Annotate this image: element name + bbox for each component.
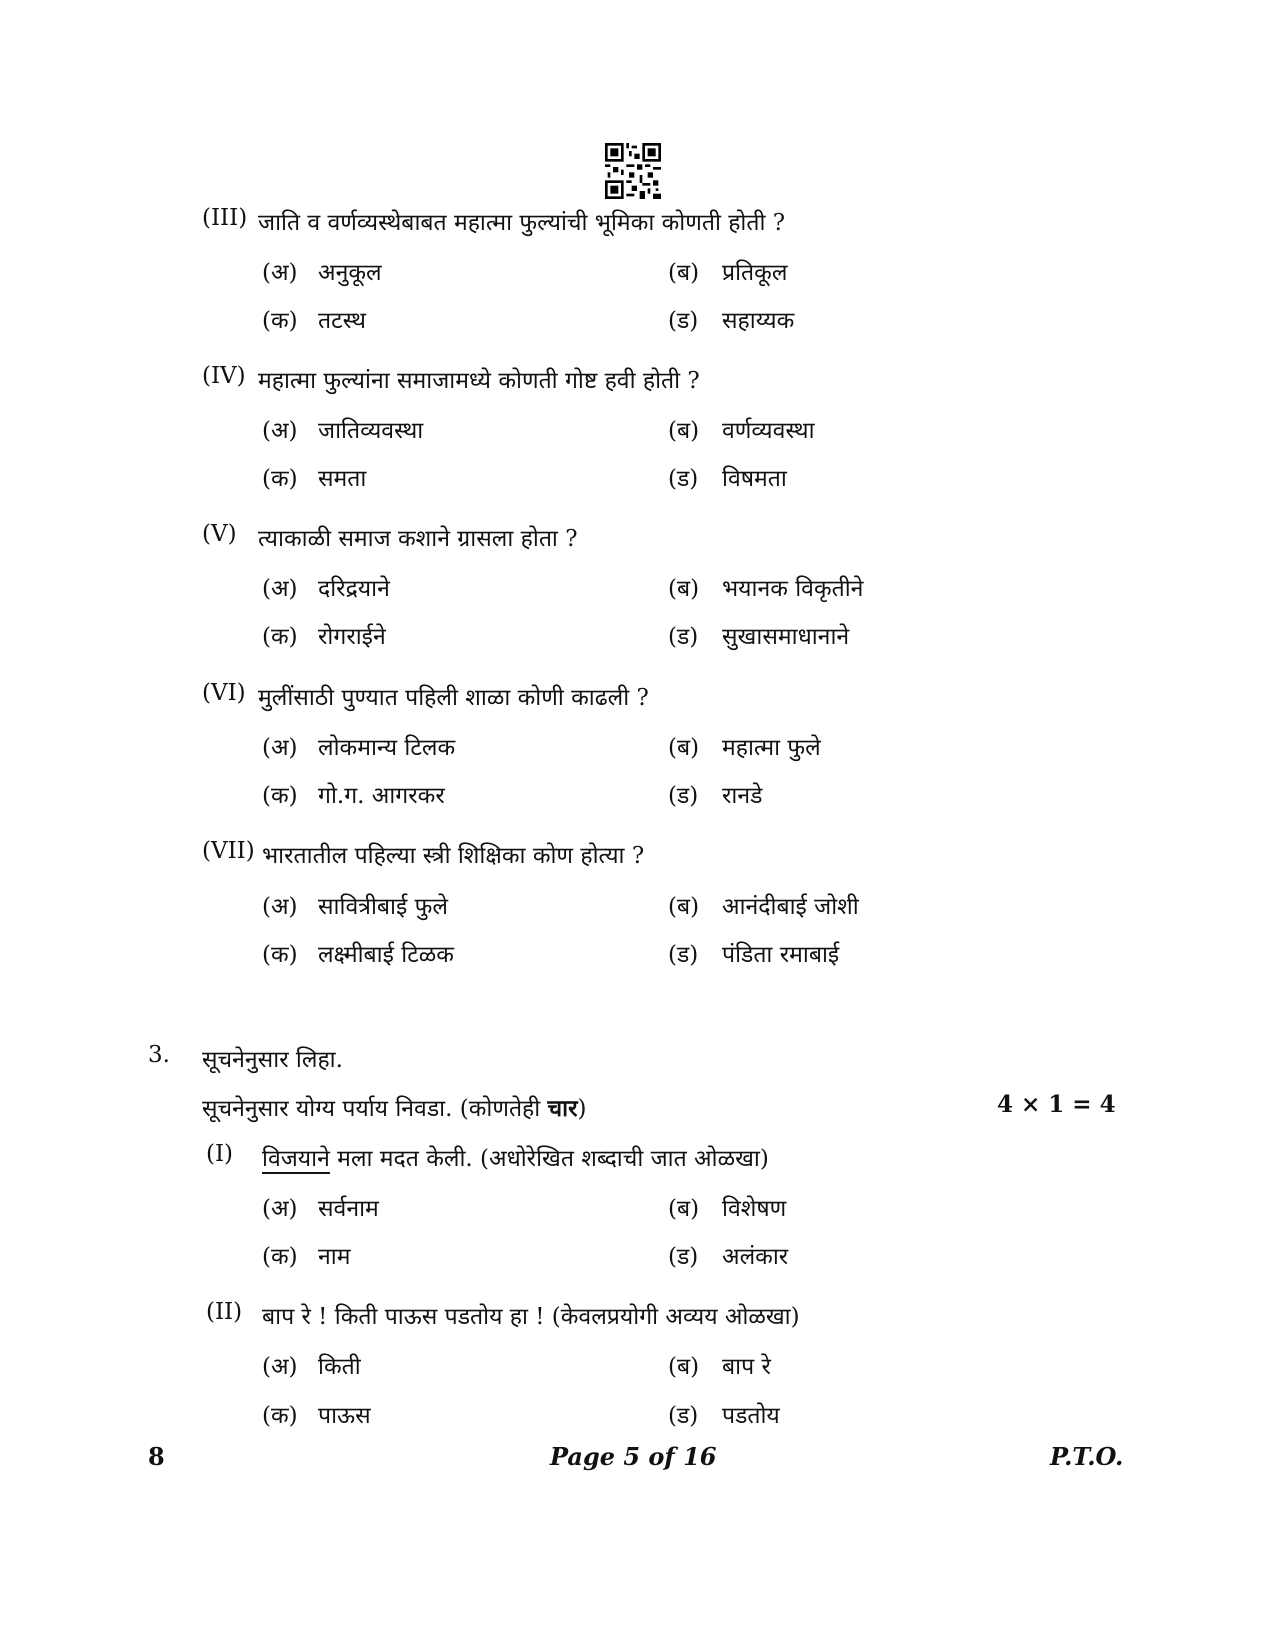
option-text: महात्मा फुले bbox=[722, 735, 821, 761]
option-text: प्रतिकूल bbox=[722, 260, 788, 286]
option-text: अलंकार bbox=[722, 1244, 789, 1270]
instruction-bold-text: चार bbox=[547, 1095, 578, 1122]
option-text: गो.ग. आगरकर bbox=[318, 783, 445, 809]
question-text: जाति व वर्णव्यस्थेबाबत महात्मा फुल्यांची भूमिका कोणती होती ? bbox=[258, 210, 786, 236]
option-text: नाम bbox=[318, 1244, 351, 1270]
option-text: समता bbox=[318, 466, 367, 492]
option-text: रानडे bbox=[722, 783, 763, 809]
question-number: (I) bbox=[206, 1141, 234, 1167]
question-number: (VI) bbox=[202, 680, 246, 706]
option-text: पडतोय bbox=[722, 1403, 780, 1429]
option-label: (अ) bbox=[262, 894, 298, 920]
option-label: (ड) bbox=[668, 624, 699, 650]
option-text: सहाय्यक bbox=[722, 308, 795, 334]
option-label: (ब) bbox=[668, 260, 700, 286]
pto-label: P.T.O. bbox=[1050, 1442, 1124, 1471]
option-label: (क) bbox=[262, 466, 298, 492]
option-text: सुखासमाधानाने bbox=[722, 624, 850, 650]
question-number: (II) bbox=[206, 1299, 243, 1325]
question-text: महात्मा फुल्यांना समाजामध्ये कोणती गोष्ट हवी होती ? bbox=[258, 368, 700, 394]
question-text: भारतातील पहिल्या स्त्री शिक्षिका कोण होत्या ? bbox=[262, 843, 645, 869]
option-label: (ड) bbox=[668, 942, 699, 968]
section-instruction bbox=[202, 1091, 587, 1123]
option-text: सावित्रीबाई फुले bbox=[318, 894, 448, 920]
option-label: (अ) bbox=[262, 576, 298, 602]
section-title: सूचनेनुसार लिहा. bbox=[202, 1047, 343, 1073]
option-label: (क) bbox=[262, 308, 298, 334]
question-text: त्याकाळी समाज कशाने ग्रासला होता ? bbox=[258, 526, 578, 552]
option-text: पंडिता रमाबाई bbox=[722, 942, 840, 968]
footer-code: 8 bbox=[148, 1442, 165, 1471]
option-text: पाऊस bbox=[318, 1403, 371, 1429]
option-text: जातिव्यवस्था bbox=[318, 418, 424, 444]
page-number: Page 5 of 16 bbox=[550, 1442, 717, 1471]
option-label: (अ) bbox=[262, 1354, 298, 1380]
option-text: रोगराईने bbox=[318, 624, 386, 650]
option-label: (ब) bbox=[668, 894, 700, 920]
option-label: (क) bbox=[262, 624, 298, 650]
option-label: (क) bbox=[262, 783, 298, 809]
option-text: सर्वनाम bbox=[318, 1196, 379, 1222]
option-text: लक्ष्मीबाई टिळक bbox=[318, 942, 454, 968]
option-text: किती bbox=[318, 1354, 361, 1380]
option-label: (ड) bbox=[668, 1244, 699, 1270]
option-label: (ड) bbox=[668, 1403, 699, 1429]
option-text: अनुकूल bbox=[318, 260, 382, 286]
option-label: (ब) bbox=[668, 418, 700, 444]
question-text bbox=[262, 1141, 769, 1173]
option-label: (ड) bbox=[668, 308, 699, 334]
option-text: आनंदीबाई जोशी bbox=[722, 894, 859, 920]
option-text: तटस्थ bbox=[318, 308, 366, 334]
marks: 4 × 1 = 4 bbox=[997, 1091, 1116, 1118]
option-label: (अ) bbox=[262, 418, 298, 444]
option-text: विशेषण bbox=[722, 1196, 787, 1222]
question-text-rest: मला मदत केली. (अधोरेखित शब्दाची जात ओळखा) bbox=[329, 1146, 769, 1172]
option-label: (क) bbox=[262, 1244, 298, 1270]
question-number: (IV) bbox=[202, 363, 246, 389]
instruction-text-end: ) bbox=[577, 1096, 587, 1122]
underlined-word: विजयाने bbox=[262, 1146, 330, 1172]
option-label: (ब) bbox=[668, 735, 700, 761]
option-label: (ब) bbox=[668, 576, 700, 602]
section-number: 3. bbox=[148, 1042, 170, 1068]
option-label: (ड) bbox=[668, 466, 699, 492]
option-label: (ड) bbox=[668, 783, 699, 809]
option-text: विषमता bbox=[722, 466, 787, 492]
question-text: बाप रे ! किती पाऊस पडतोय हा ! (केवलप्रयोगी अव्यय ओळखा) bbox=[262, 1304, 800, 1330]
option-label: (क) bbox=[262, 942, 298, 968]
option-label: (ब) bbox=[668, 1196, 700, 1222]
option-label: (अ) bbox=[262, 1196, 298, 1222]
option-text: लोकमान्य टिलक bbox=[318, 735, 456, 761]
question-number: (V) bbox=[202, 521, 237, 547]
option-label: (ब) bbox=[668, 1354, 700, 1380]
option-text: वर्णव्यवस्था bbox=[722, 418, 815, 444]
option-text: दरिद्रयाने bbox=[318, 576, 390, 602]
question-number: (III) bbox=[202, 205, 248, 231]
option-text: भयानक विकृतीने bbox=[722, 576, 864, 602]
question-text: मुलींसाठी पुण्यात पहिली शाळा कोणी काढली ? bbox=[258, 685, 649, 711]
option-label: (अ) bbox=[262, 260, 298, 286]
qr-code-icon bbox=[605, 143, 661, 199]
instruction-text: सूचनेनुसार योग्य पर्याय निवडा. (कोणतेही bbox=[202, 1096, 548, 1122]
option-label: (अ) bbox=[262, 735, 298, 761]
question-number: (VII) bbox=[202, 838, 255, 864]
option-label: (क) bbox=[262, 1403, 298, 1429]
option-text: बाप रे bbox=[722, 1354, 771, 1380]
